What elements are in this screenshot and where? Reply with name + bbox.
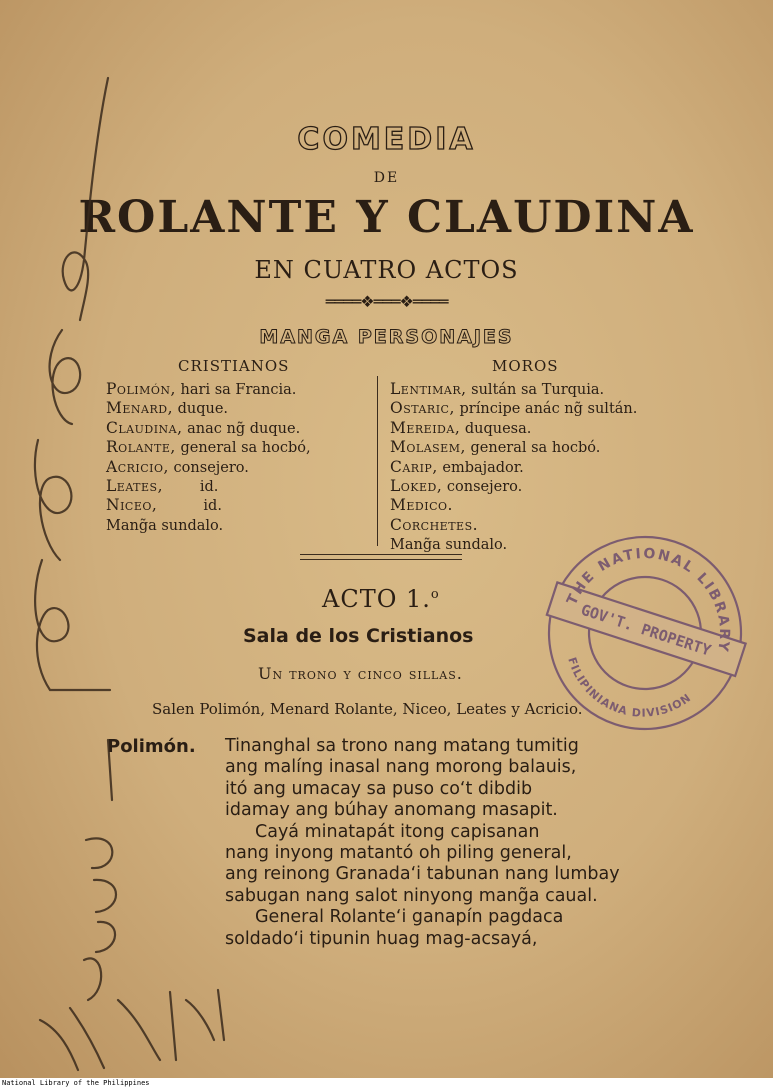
cast-name: Corchetes. [390,515,479,534]
cast-name: Leates, [106,477,163,496]
cast-name: Claudina, [106,418,183,437]
signature-stroke [35,440,71,560]
cristianos-list [106,380,368,535]
cast-name: Mereida, [390,418,461,437]
cast-desc: consejero. [442,479,523,496]
date-stroke [40,1008,104,1070]
cast-name: Niceo, [106,496,158,515]
library-stamp [540,528,750,738]
cast-name: Carip, [390,457,438,476]
cast-row [390,380,675,399]
stamp-graphic [540,528,750,738]
verse-line: sabugan nang salot ninyong mang̃a caual. [225,885,598,906]
verse-line: ang reinong Granada‘i tabunan nang lumbay [225,864,620,885]
cast-name: Rolante, [106,438,176,457]
verse-line: General Rolante‘i ganapín pagdaca [255,907,564,928]
cast-name: Lentimar, [390,380,467,398]
verse-block [225,736,685,950]
footer-bar [0,1078,773,1088]
verse-line: Cayá minatapát itong capisanan [255,821,540,842]
cast-desc: embajador. [437,459,524,476]
cast-row [390,458,675,477]
cast-row [106,380,368,399]
cast-row [106,438,368,457]
cast-desc: id. [157,498,222,515]
cast-name: Ostaric, [390,399,455,418]
verse-line: soldado‘i tipunin huag mag-acsayá, [225,928,538,949]
cast-name: Polimón, [106,380,176,398]
cast-row [106,496,368,515]
verse-line: nang inyong matantó oh piling general, [225,843,572,864]
cast-desc: sultán sa Turquia. [466,382,605,398]
cast-row [106,477,368,496]
personajes-heading: MANGA PERSONAJES [259,326,514,348]
cast-row [390,399,675,418]
scene-heading: Sala de los Cristianos [243,625,474,647]
cast-row [106,419,368,438]
scene-setting: Un trono y cinco sillas. [258,664,463,683]
verse-line: itó ang umacay sa puso co‘t dibdib [225,778,533,799]
date-stroke [118,990,224,1060]
stamp-middle-text: GOV'T. PROPERTY [578,600,714,660]
cast-row [106,458,368,477]
signature-stroke [35,560,110,690]
cast-desc: id. [163,479,219,496]
speaker-name: Polimón. [107,736,196,757]
cast-name: Acricio, [106,457,169,476]
cast-desc: Mang̃a sundalo. [390,537,508,554]
act-heading [322,585,440,613]
cast-desc: Mang̃a sundalo. [106,517,224,534]
section-rule [300,554,462,560]
play-title: ROLANTE Y CLAUDINA [78,192,695,243]
act-title: ACTO 1. [322,585,431,613]
comedia-heading: COMEDIA [297,122,476,157]
cast-desc: consejero. [168,459,249,476]
cast-row [106,516,368,535]
cristianos-heading: CRISTIANOS [178,357,290,375]
catalog-stroke [84,958,101,1000]
cast-desc: hari sa Francia. [175,382,297,398]
verse-line: idamay ang búhay anomang masapit. [225,800,558,821]
de-heading: DE [373,170,400,186]
cast-name: Molasem, [390,438,466,457]
cast-name: Menard, [106,399,173,418]
cast-row [106,399,368,418]
cast-desc: general sa hocbó. [465,440,601,457]
cast-row [390,477,675,496]
cast-desc: príncipe anác ng̃ sultán. [454,401,638,418]
cast-desc: general sa hocbó, [175,440,311,457]
stamp-top-text: THE NATIONAL LIBRARY [564,545,733,655]
verse-line: ang malíng inasal nang morong balauis, [225,757,577,778]
cast-desc: duquesa. [460,420,532,437]
cast-row [390,496,675,515]
footer-credit: National Library of the Philippines [2,1079,150,1087]
ornament-divider: ════❖═══❖════ [325,292,448,311]
cast-desc: anac ng̃ duque. [182,420,301,437]
play-subtitle: EN CUATRO ACTOS [254,256,519,284]
cast-desc: duque. [173,401,229,418]
stamp-bottom-text: FILIPINIANA DIVISION [565,655,694,720]
cast-name: Loked, [390,477,443,496]
act-ordinal: o [430,587,440,602]
catalog-stroke [86,838,116,952]
column-divider [377,376,378,546]
moros-heading: MOROS [492,357,559,375]
stage-direction: Salen Polimón, Menard Rolante, Niceo, Leates y Acricio. [152,700,583,718]
cast-name: Medico. [390,496,453,515]
cast-row [390,438,675,457]
verse-line: Tinanghal sa trono nang matang tumitig [225,736,579,756]
cast-row [390,419,675,438]
